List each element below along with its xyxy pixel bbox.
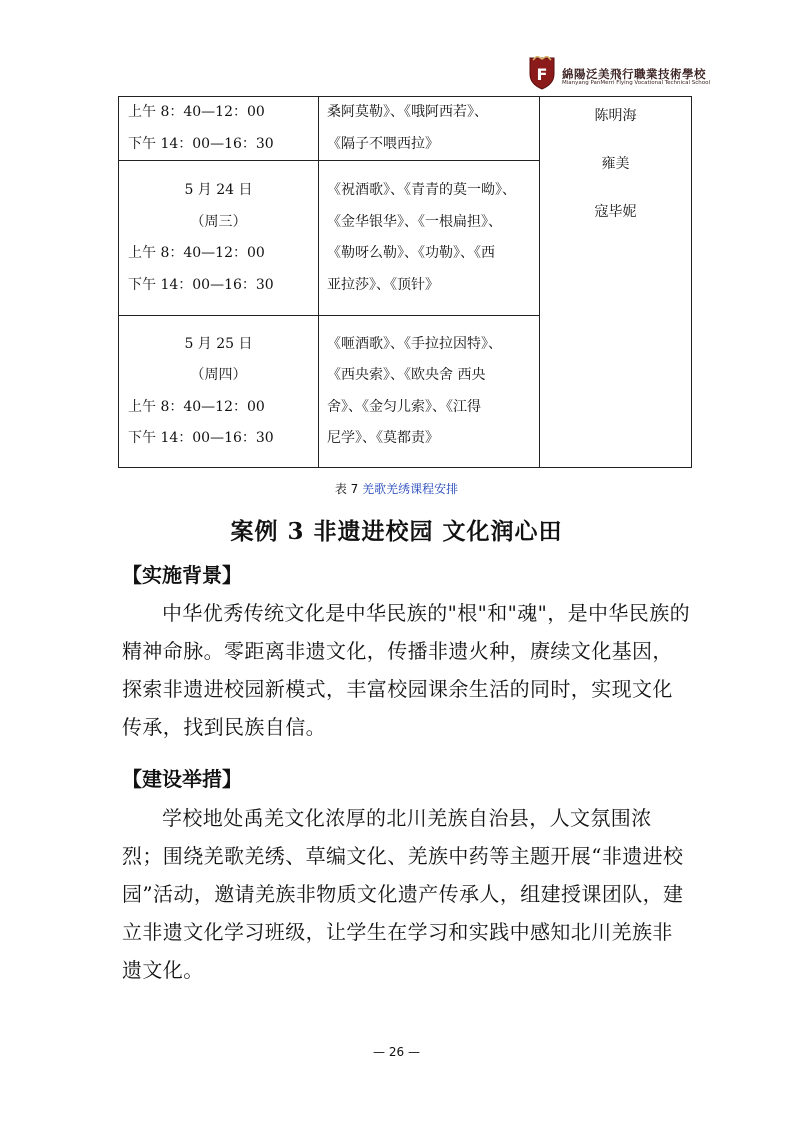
time-line: 下午 14：00—16：30	[128, 135, 274, 152]
school-shield-logo-icon	[528, 56, 556, 90]
song-line: 《勒呀么勒》、《功勒》、《西	[327, 245, 495, 261]
section-paragraph: 中华优秀传统文化是中华民族的"根"和"魂"，是中华民族的精神命脉。零距离非遗文化，传播非遗火种，赓续文化基因，探索非遗进校园新模式，丰富校园课余生活的同时，实现文化传承，找到民族自信。	[122, 601, 690, 739]
case-title: 案例 3 非遗进校园 文化润心田	[230, 518, 563, 545]
page-header	[528, 56, 733, 96]
school-name-english: Mianyang PanMerri Flying Vocational Technical School	[562, 80, 710, 86]
time-cell	[119, 316, 319, 468]
teacher-name: 寇毕妮	[594, 204, 637, 220]
table-row	[119, 97, 692, 161]
svg-text:F: F	[536, 65, 548, 84]
school-name: 綿陽泛美飛行職業技術學校	[562, 67, 706, 81]
time-cell	[119, 161, 319, 316]
time-line: 下午 14：00—16：30	[128, 276, 274, 293]
weekday-text: （周三）	[190, 213, 247, 230]
caption-prefix: 表 7	[334, 482, 359, 496]
teacher-name: 陈明海	[594, 108, 637, 124]
song-line: 《西央索》、《欧央舍 西央	[327, 367, 486, 383]
date-text: 5 月 24 日	[184, 182, 253, 198]
time-line: 上午 8：40—12：00	[128, 398, 265, 415]
page-number: — 26 —	[373, 1045, 420, 1059]
songs-cell	[319, 161, 540, 316]
song-line: 《祝酒歌》、《青青的莫一呦》、	[327, 182, 516, 198]
date-text: 5 月 25 日	[184, 335, 253, 352]
songs-cell	[319, 316, 540, 468]
course-schedule-table	[118, 96, 692, 468]
section-paragraph: 学校地处禹羌文化浓厚的北川羌族自治县，人文氛围浓烈；围绕羌歌羌绣、草编文化、羌族中药等主题开展“非遗进校园”活动，邀请羌族非物质文化遗产传承人，组建授课团队，建立非遗文化学习班级，让学生在学习和实践中感知北川羌族非遗文化。	[122, 806, 684, 982]
section-heading: 【建设举措】	[122, 767, 242, 791]
time-line: 上午 8：40—12：00	[128, 104, 265, 120]
song-line: 《咂酒歌》、《手拉拉因特》、	[327, 335, 502, 352]
song-line: 尼学》、《莫都责》	[327, 430, 439, 446]
song-line: 舍》、《金匀儿索》、《江得	[327, 398, 481, 415]
song-line: 《隔子不喂西拉》	[327, 135, 439, 152]
song-line: 亚拉莎》、《顶针》	[327, 276, 439, 293]
table-caption	[0, 480, 793, 497]
time-line: 下午 14：00—16：30	[128, 430, 274, 446]
section-heading: 【实施背景】	[122, 563, 242, 587]
caption-text: 羌歌羌绣课程安排	[362, 482, 459, 496]
teacher-name: 雍美	[601, 156, 630, 172]
song-line: 桑阿莫勒》、《哦阿西若》、	[327, 104, 488, 120]
songs-cell	[319, 97, 540, 161]
time-line: 上午 8：40—12：00	[128, 245, 265, 261]
time-cell	[119, 97, 319, 161]
teachers-cell	[540, 97, 692, 468]
song-line: 《金华银华》、《一根扁担》、	[327, 213, 502, 230]
weekday-text: （周四）	[190, 367, 247, 383]
